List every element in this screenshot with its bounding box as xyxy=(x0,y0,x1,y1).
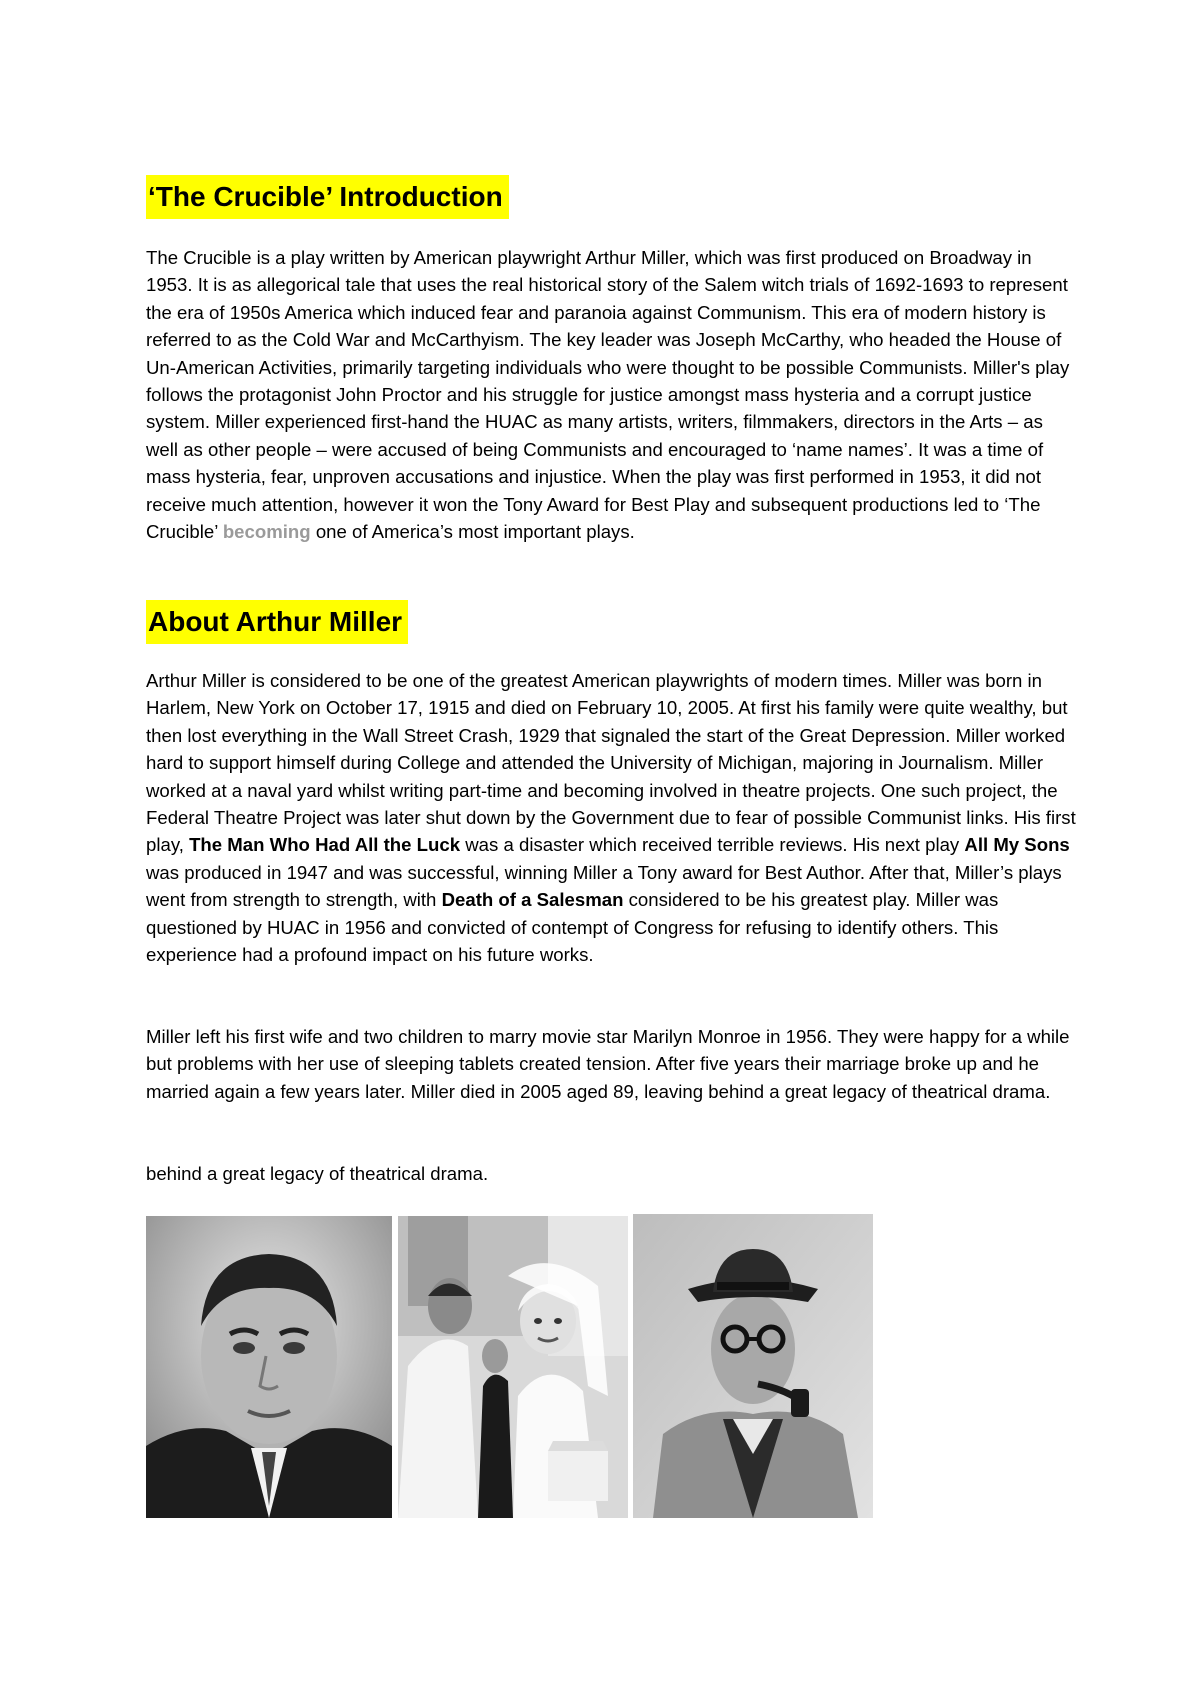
intro-text-end: one of America’s most important plays. xyxy=(315,521,635,543)
about-paragraph-3: behind a great legacy of theatrical drama. xyxy=(146,1163,489,1184)
about-paragraph-2: Miller left his first wife and two children to marry movie star Marilyn Monroe in 1956. They were happy for a while but problems with her use of sleeping tablets created tension. After five years their marriage broke up and he married again a few years later. Miller died in 2005 aged 89, leaving behind a great legacy of theatrical drama. xyxy=(146,1026,1070,1102)
play-title-man-who-had-all-the-luck: The Man Who Had All the Luck xyxy=(189,834,461,856)
photo-miller-monroe-wedding xyxy=(398,1216,628,1518)
intro-text: The Crucible is a play written by American playwright Arthur Miller, which was first produced on Broadway in 1953. It is as allegorical tale that uses the real historical story of the Salem witch trials of 1692-1693 to represent the era of 1950s America which induced fear and paranoia against Communism. This era of modern history is referred to as the Cold War and McCarthyism. The key leader was Joseph McCarthy, who headed the House of Un-American Activities, primarily targeting individuals who were thought to be possible Communists. Miller's play follows the protagonist John Proctor and his struggle for justice amongst mass hysteria and a corrupt justice system. Miller experienced first-hand the HUAC as many artists, writers, filmmakers, directors in the Arts – as well as other people – were accused of being Communists and encouraged to ‘name names’. It was a time of mass hysteria, fear, unproven accusations and injustice. When the play was first performed in 1953, it did not receive much attention, however it won the Tony Award for Best Play and subsequent productions led to ‘The Crucible’ xyxy=(146,247,1070,543)
photo-arthur-miller xyxy=(633,1214,873,1518)
intro-grey-word: becoming xyxy=(222,521,311,543)
about-text-e: considered to be his greatest play. Miller was questioned by HUAC in 1956 and convicted of contempt of Congress for refusing to identify others. This experience had a profound impact on his future works. xyxy=(146,889,999,966)
about-text-d: was produced in 1947 and was successful, winning Miller a Tony award for Best Author. After that, Miller’s plays went from strength to strength, with xyxy=(146,861,1062,911)
intro-paragraph xyxy=(146,244,1076,545)
play-title-death-of-a-salesman: Death of a Salesman xyxy=(441,889,624,911)
intro-heading: ‘The Crucible’ Introduction xyxy=(146,175,509,219)
about-text-c: was a disaster which received terrible reviews. His next play xyxy=(465,834,960,856)
about-heading: About Arthur Miller xyxy=(146,600,408,644)
play-title-all-my-sons: All My Sons xyxy=(964,834,1070,856)
photo-mccarthy xyxy=(146,1216,392,1518)
about-paragraph-1 xyxy=(146,667,1076,968)
about-text-a: Arthur Miller is considered to be one of the greatest American playwrights of modern times. Miller was born in Harlem, New York on October 17, 1915 and died on February 10, 2005. At first his family were quite wealthy, but then lost everything in the Wall Street Crash, 1929 that signaled the start of the Great Depression. Miller worked hard to support himself during College and attended the University of Michigan, majoring in Journalism. Miller worked at a naval yard whilst writing part-time and becoming involved in theatre projects. One such project, the Federal Theatre Project was later shut down by the Government due to fear of possible Communist links. His first play, xyxy=(146,670,1076,856)
